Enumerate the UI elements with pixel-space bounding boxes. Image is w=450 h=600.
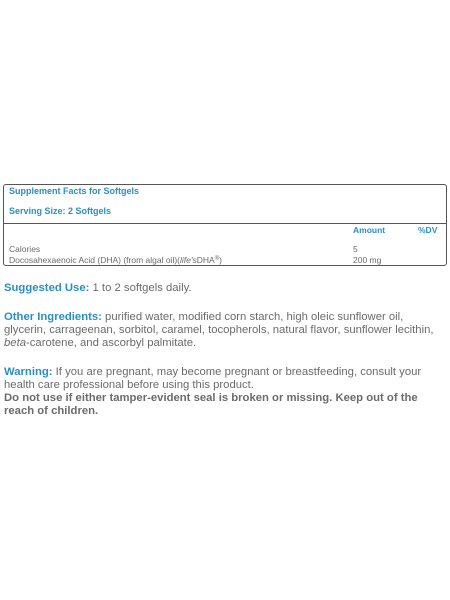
tamper-warning: Do not use if either tamper-evident seal is broken or missing. Keep out of the reach of children. (4, 392, 418, 417)
dha-label-text: Docosahexaenoic Acid (DHA) (from algal oil)( (9, 255, 181, 265)
dha-label-close: ) (219, 255, 222, 265)
suggested-use (4, 282, 446, 295)
supplement-facts-panel (3, 184, 447, 266)
dv-column-header: %DV (418, 225, 438, 235)
facts-divider (4, 223, 446, 224)
other-ingredients-italic: beta (4, 337, 26, 349)
facts-row-dha-amount: 200 mg (353, 255, 382, 265)
amount-column-header: Amount (353, 225, 386, 235)
serving-size: Serving Size: 2 Softgels (9, 206, 112, 216)
facts-row-dha-label (9, 255, 222, 265)
dha-label-italic: life's (180, 255, 197, 265)
facts-row-calories-amount: 5 (353, 244, 358, 254)
suggested-use-heading: Suggested Use: (4, 282, 90, 294)
registered-mark: ® (214, 256, 220, 262)
warning (4, 366, 446, 392)
other-ingredients-heading: Other Ingredients: (4, 311, 102, 323)
suggested-use-text: 1 to 2 softgels daily. (89, 282, 192, 294)
warning-text: If you are pregnant, may become pregnant or breastfeeding, consult your health care professional before using this product. (4, 366, 422, 391)
other-ingredients-text-end: -carotene, and ascorbyl palmitate. (26, 337, 197, 349)
other-ingredients-text: purified water, modified corn starch, high oleic sunflower oil, glycerin, carrageenan, sorbitol, caramel, tocopherols, natural flavor, sunflower lecithin, (4, 311, 434, 336)
warning-heading: Warning: (4, 366, 53, 378)
dha-label-brand: DHA (196, 255, 215, 265)
facts-row-calories-label: Calories (9, 244, 41, 254)
facts-title: Supplement Facts for Softgels (9, 186, 140, 196)
other-ingredients (4, 311, 446, 350)
